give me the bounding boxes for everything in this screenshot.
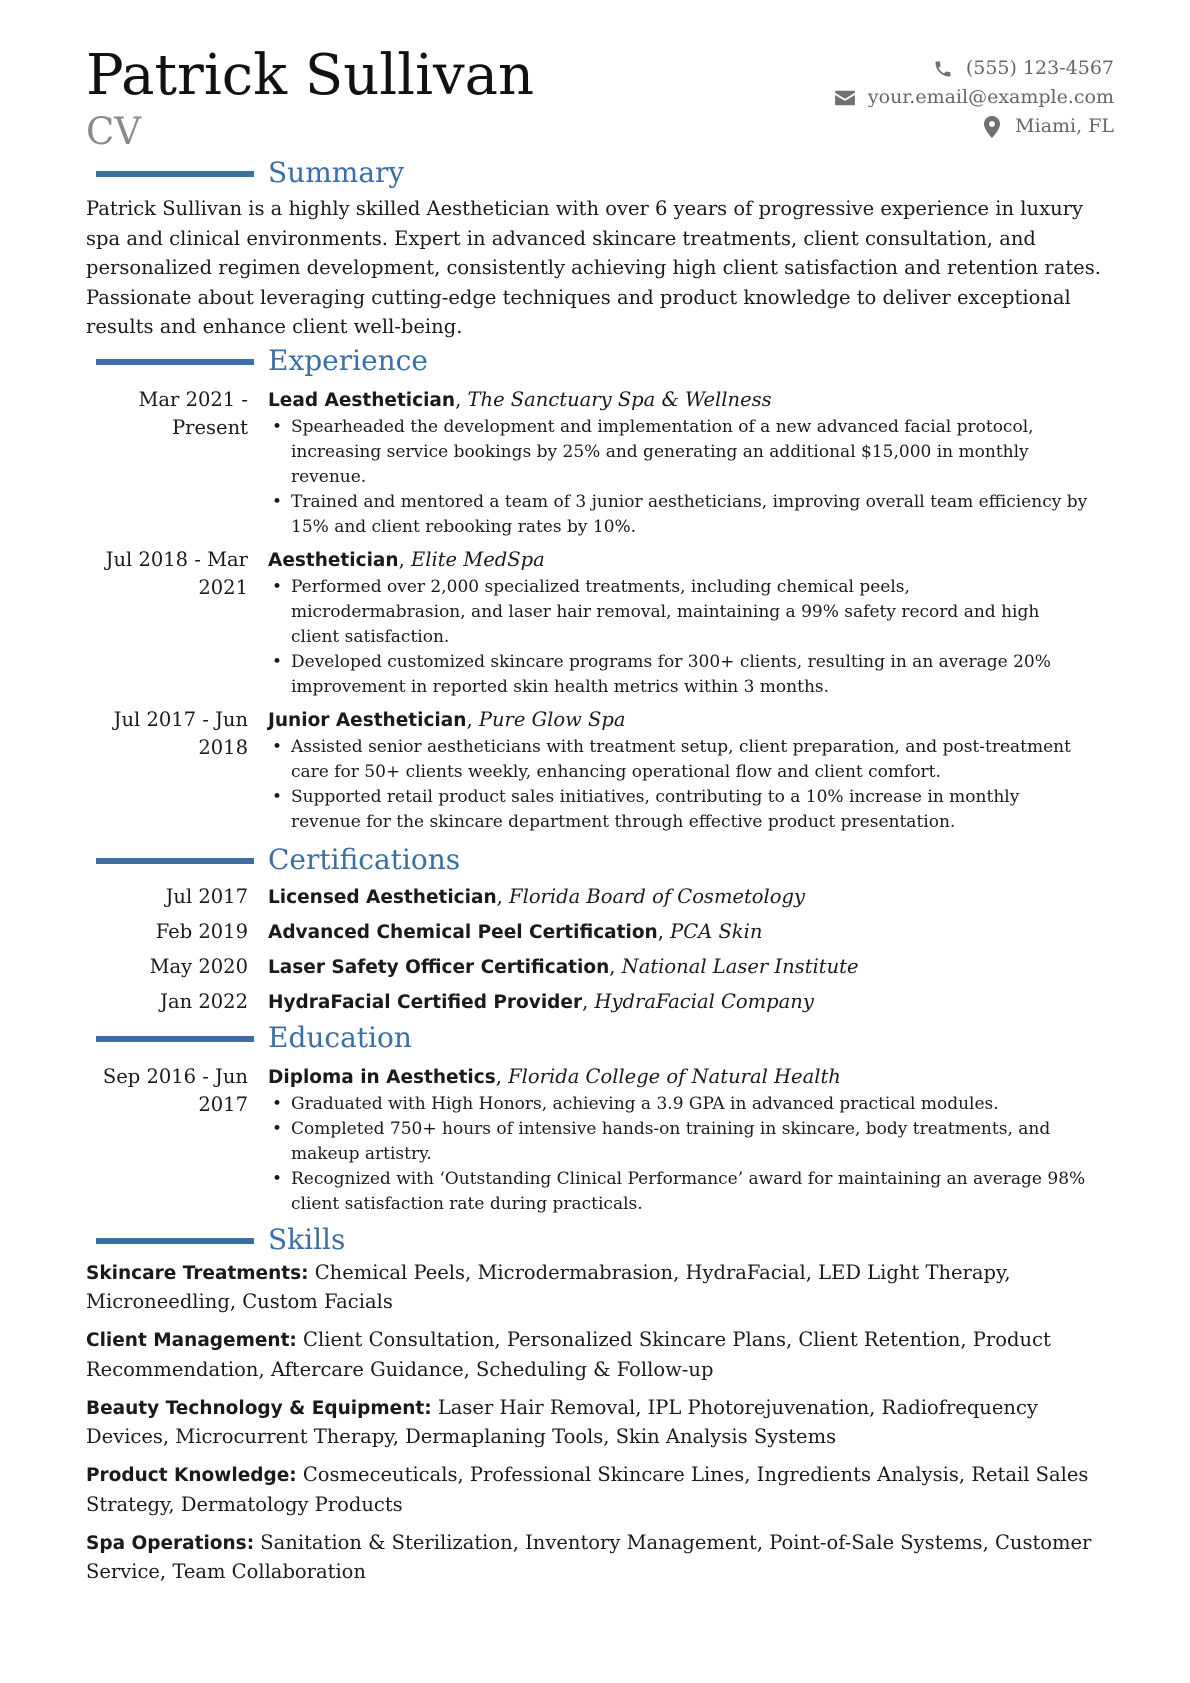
person-name: Patrick Sullivan — [86, 43, 535, 108]
section-title: Education — [268, 1020, 412, 1054]
entry-role: Junior Aesthetician — [268, 709, 467, 731]
date-line: Present — [172, 415, 248, 439]
skill-list: Client Consultation, Personalized Skincare Plans, Client Retention, Product Recommendation, Aftercare Guidance, Scheduling & Follow-up — [86, 1328, 1051, 1381]
skill-category: Skincare Treatments: — [86, 1262, 309, 1284]
bullet-item: • Performed over 2,000 specialized treatments, including chemical peels, microdermabrasion, and laser hair removal, maintaining a 99% safety record and high client satisfaction. — [268, 575, 1088, 650]
location-text: Miami, FL — [1015, 115, 1114, 137]
skill-list: Laser Hair Removal, IPL Photorejuvenation, Radiofrequency Devices, Microcurrent Therapy, Dermaplaning Tools, Skin Analysis Systems — [86, 1395, 1038, 1448]
skill-list: Cosmeceuticals, Professional Skincare Lines, Ingredients Analysis, Retail Sales Strategy, Dermatology Products — [86, 1463, 1089, 1516]
certification-row — [86, 914, 1114, 949]
date-line: 2017 — [198, 1092, 248, 1116]
document-type: CV — [86, 110, 142, 153]
certifications-section-heading — [86, 842, 1114, 879]
entry-bullets — [268, 735, 1088, 835]
entry-org: Pure Glow Spa — [478, 707, 626, 731]
skills-section-heading — [86, 1222, 1114, 1259]
section-rule — [96, 1238, 254, 1244]
entry-role: Aesthetician — [268, 549, 399, 571]
skill-row — [86, 1326, 1114, 1384]
education-entry — [86, 1063, 1114, 1217]
skill-category: Product Knowledge: — [86, 1465, 297, 1486]
skill-row — [86, 1259, 1114, 1317]
bullet-item: • Recognized with ‘Outstanding Clinical Performance’ award for maintaining an average 98% client satisfaction rate during practicals. — [268, 1167, 1088, 1217]
envelope-icon — [834, 87, 856, 109]
experience-entry — [86, 546, 1114, 700]
section-title: Skills — [268, 1222, 346, 1256]
cert-issuer: Florida Board of Cosmetology — [509, 884, 806, 908]
skill-list: Sanitation & Sterilization, Inventory Management, Point-of-Sale Systems, Customer Service, Team Collaboration — [86, 1530, 1092, 1583]
education-section-heading — [86, 1020, 1114, 1057]
entry-body — [268, 546, 1088, 700]
date-line: Jul 2017 - Jun — [113, 707, 248, 731]
entry-title: Diploma in Aesthetics, Florida College of Natural Health — [268, 1064, 841, 1088]
cert-date: Jan 2022 — [160, 989, 248, 1013]
cert-date: Jul 2017 — [165, 884, 248, 908]
entry-bullets — [268, 1092, 1088, 1217]
cert-name: Laser Safety Officer Certification — [268, 956, 610, 978]
skill-row — [86, 1461, 1114, 1519]
skill-category: Client Management: — [86, 1330, 297, 1351]
cert-issuer: HydraFacial Company — [594, 989, 814, 1013]
date-line: Mar 2021 - — [138, 387, 248, 411]
bullet-item: • Supported retail product sales initiatives, contributing to a 10% increase in monthly revenue for the skincare department through effective product presentation. — [268, 785, 1088, 835]
entry-date — [86, 546, 268, 700]
cert-title: Advanced Chemical Peel Certification, PCA Skin — [268, 919, 763, 943]
bullet-item: • Assisted senior aestheticians with treatment setup, client preparation, and post-treatment care for 50+ clients weekly, enhancing operational flow and client comfort. — [268, 735, 1088, 785]
entry-org: The Sanctuary Spa & Wellness — [467, 387, 772, 411]
entry-date — [86, 386, 268, 540]
bullet-item: • Trained and mentored a team of 3 junior aestheticians, improving overall team efficiency by 15% and client rebooking rates by 10%. — [268, 490, 1088, 540]
entry-title: Aesthetician, Elite MedSpa — [268, 547, 545, 571]
certification-row — [86, 879, 1114, 914]
date-line: Jul 2018 - Mar — [105, 547, 248, 571]
map-pin-icon — [981, 116, 1003, 138]
email-text: your.email@example.com — [867, 86, 1114, 108]
bullet-item: • Spearheaded the development and implementation of a new advanced facial protocol, increasing service bookings by 25% and generating an additional $15,000 in monthly revenue. — [268, 415, 1088, 490]
entry-date — [86, 1063, 268, 1217]
section-title: Experience — [268, 343, 428, 377]
cert-name: Licensed Aesthetician — [268, 886, 497, 908]
cert-title: Laser Safety Officer Certification, National Laser Institute — [268, 954, 859, 978]
certification-row — [86, 984, 1114, 1019]
entry-body — [268, 706, 1088, 835]
section-rule — [96, 1036, 254, 1042]
skill-category: Beauty Technology & Equipment: — [86, 1397, 432, 1419]
entry-body — [268, 1063, 1088, 1217]
certification-row — [86, 949, 1114, 984]
cert-title: HydraFacial Certified Provider, HydraFacial Company — [268, 989, 814, 1013]
phone-icon — [932, 58, 954, 80]
summary-text: Patrick Sullivan is a highly skilled Aesthetician with over 6 years of progressive experience in luxury spa and clinical environments. Expert in advanced skincare treatments, client consultation, and personalized regimen development, consistently achieving high client satisfaction and retention rates. Passionate about leveraging cutting-edge techniques and product knowledge to deliver exceptional results and enhance client well-being. — [86, 197, 1101, 338]
entry-org: Elite MedSpa — [411, 547, 545, 571]
cert-name: HydraFacial Certified Provider — [268, 991, 583, 1013]
entry-title: Lead Aesthetician, The Sanctuary Spa & Wellness — [268, 387, 772, 411]
cert-issuer: National Laser Institute — [621, 954, 859, 978]
entry-bullets — [268, 575, 1088, 700]
contact-phone[interactable] — [834, 54, 1114, 83]
cv-page — [86, 44, 1114, 1596]
phone-text: (555) 123-4567 — [965, 57, 1114, 79]
experience-section-heading — [86, 343, 1114, 380]
section-rule — [96, 858, 254, 864]
entry-body — [268, 386, 1088, 540]
experience-entry — [86, 386, 1114, 540]
bullet-item: • Completed 750+ hours of intensive hands-on training in skincare, body treatments, and makeup artistry. — [268, 1117, 1088, 1167]
experience-entry — [86, 706, 1114, 835]
cert-date: Feb 2019 — [155, 919, 248, 943]
entry-bullets — [268, 415, 1088, 540]
section-rule — [96, 171, 254, 177]
contact-location — [834, 112, 1114, 141]
skill-category: Spa Operations: — [86, 1532, 255, 1554]
section-title: Certifications — [268, 842, 461, 876]
contact-email[interactable] — [834, 83, 1114, 112]
skill-row — [86, 1394, 1114, 1452]
summary-section-heading — [86, 158, 1114, 192]
date-line: 2021 — [198, 575, 248, 599]
entry-role: Diploma in Aesthetics — [268, 1066, 496, 1088]
section-rule — [96, 359, 254, 365]
date-line: 2018 — [198, 735, 248, 759]
bullet-item: • Developed customized skincare programs for 300+ clients, resulting in an average 20% improvement in reported skin health metrics within 3 months. — [268, 650, 1088, 700]
skill-list: Chemical Peels, Microdermabrasion, HydraFacial, LED Light Therapy, Microneedling, Custom Facials — [86, 1260, 1011, 1313]
contact-block — [834, 54, 1114, 141]
cert-name: Advanced Chemical Peel Certification — [268, 921, 658, 943]
cert-date: May 2020 — [149, 954, 248, 978]
entry-org: Florida College of Natural Health — [508, 1064, 841, 1088]
cert-title: Licensed Aesthetician, Florida Board of Cosmetology — [268, 884, 806, 908]
entry-date — [86, 706, 268, 835]
skill-row — [86, 1529, 1114, 1587]
cv-header — [86, 44, 1114, 154]
section-title: Summary — [268, 156, 405, 189]
bullet-item: • Graduated with High Honors, achieving a 3.9 GPA in advanced practical modules. — [268, 1092, 1088, 1117]
cert-issuer: PCA Skin — [670, 919, 763, 943]
entry-title: Junior Aesthetician, Pure Glow Spa — [268, 707, 626, 731]
date-line: Sep 2016 - Jun — [102, 1064, 248, 1088]
entry-role: Lead Aesthetician — [268, 389, 456, 411]
